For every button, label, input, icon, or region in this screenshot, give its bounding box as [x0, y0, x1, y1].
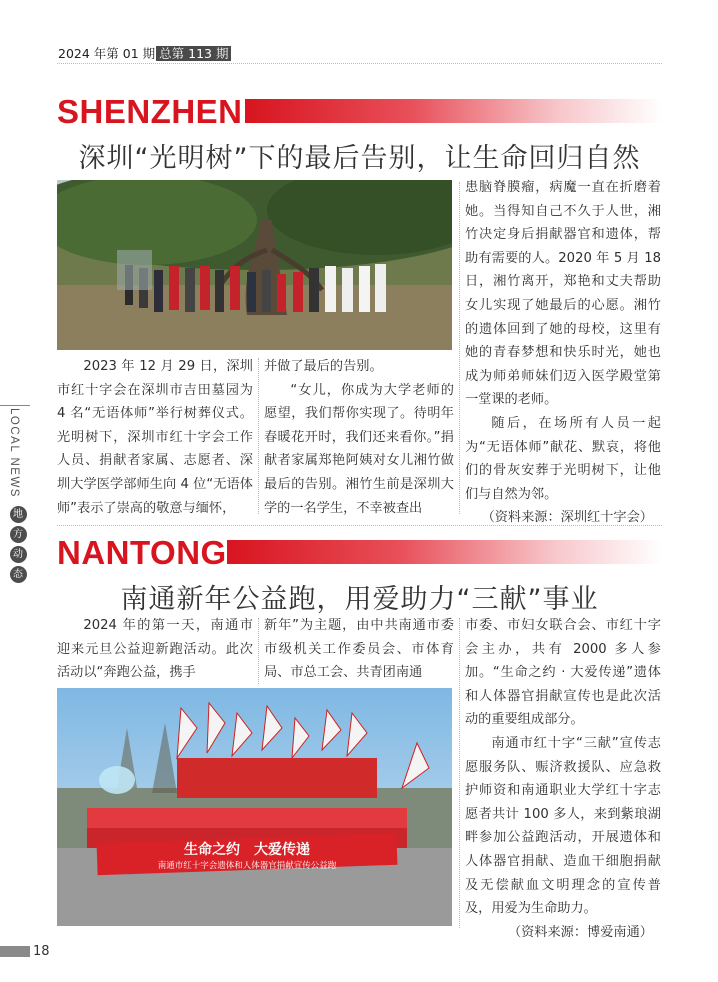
page-number-bar [0, 946, 30, 957]
shenzhen-column-2 [264, 355, 454, 520]
header-divider [57, 63, 662, 64]
page-number [0, 944, 58, 960]
column-divider [459, 182, 460, 514]
paragraph: 随后，在场所有人员一起为“无语体师”献花、默哀，将他们的骨灰安葬于光明树下，让他们与自然为邻。 [465, 415, 661, 502]
paragraph: 南通市红十字“三献”宣传志愿服务队、赈济救援队、应急救护师资和南通职业大学红十字志愿者共计 100 多人，来到紫琅湖畔参加公益跑活动，开展遗体和人体器官捐献、造血干细胞捐献及无偿献血文明理念的宣传普及，用爱为生命助力。 [465, 735, 661, 917]
issue-info [58, 44, 231, 62]
section-header-shenzhen [57, 93, 662, 130]
nantong-column-3 [465, 614, 661, 944]
page-number-text: 18 [33, 944, 50, 959]
column-divider [258, 618, 259, 684]
side-label [8, 408, 28, 583]
shenzhen-column-1 [57, 355, 253, 520]
section-title: NANTONG [57, 534, 227, 571]
side-char: 动 [10, 546, 27, 563]
article-headline: 南通新年公益跑，用爱助力“三献”事业 [120, 584, 599, 615]
section-gradient-bar [245, 99, 662, 123]
side-label-en: LOCAL NEWS [8, 408, 20, 498]
column-divider [258, 358, 259, 514]
nantong-column-1 [57, 614, 253, 685]
shenzhen-ceremony-photo [57, 180, 452, 350]
article-headline: 深圳“光明树”下的最后告别，让生命回归自然 [78, 143, 641, 174]
shenzhen-column-3 [465, 176, 661, 530]
section-divider [57, 525, 662, 526]
paragraph: 2023 年 12 月 29 日，深圳市红十字会在深圳市吉田墓园为 4 名“无语体师”举行树葬仪式。光明树下，深圳市红十字会工作人员、捐献者家属、志愿者、深圳大学医学部师生向 4 位“无语体师”表示了崇高的敬意与缅怀， [57, 359, 253, 516]
section-gradient-bar [227, 540, 662, 564]
column-divider [459, 618, 460, 928]
source-note: （资料来源：博爱南通） [507, 924, 653, 940]
paragraph: 2024 年的第一天，南通市迎来元旦公益迎新跑活动。此次活动以“奔跑公益，携手 [57, 618, 253, 681]
side-char: 地 [10, 506, 27, 523]
source-note: （资料来源：深圳红十字会） [481, 510, 653, 526]
side-char: 态 [10, 566, 27, 583]
section-title: SHENZHEN [57, 93, 243, 130]
issue-number: 2024 年第 01 期 [58, 46, 156, 61]
paragraph: 市委、市妇女联合会、市红十字会主办，共有 2000 多人参加。“生命之约 · 大爱传递”遗体和人体器官捐献宣传也是此次活动的重要组成部分。 [465, 618, 661, 728]
paragraph: 患脑脊膜瘤，病魔一直在折磨着她。当得知自己不久于人世，湘竹决定身后捐献器官和遗体，帮助有需要的人。2020 年 5 月 18 日，湘竹离开，郑艳和丈夫帮助女儿实现了她最后的心愿。湘竹的遗体回到了她的母校，这里有她的青春梦想和快乐时光，她也成为师弟师妹们迈入医学殿堂第一堂课的老师。 [465, 180, 661, 408]
paragraph: “女儿，你成为大学老师的愿望，我们帮你实现了。待明年春暖花开时，我们还来看你。”捐献者家属郑艳阿姨对女儿湘竹做最后的告别。湘竹生前是深圳大学的一名学生，不幸被查出 [264, 382, 454, 516]
banner-main-text: 生命之约 大爱传递 [184, 842, 310, 858]
nantong-column-2 [264, 614, 454, 685]
issue-total: 总第 113 期 [156, 46, 231, 61]
nantong-run-photo [57, 688, 452, 926]
side-char: 方 [10, 526, 27, 543]
side-divider [0, 405, 30, 406]
paragraph: 新年”为主题，由中共南通市委市级机关工作委员会、市体育局、市总工会、共青团南通 [264, 618, 454, 681]
paragraph: 并做了最后的告别。 [264, 359, 383, 374]
side-label-zh [8, 506, 28, 583]
section-header-nantong [57, 534, 662, 571]
banner-sub-text: 南通市红十字会遗体和人体器官捐献宣传公益跑 [157, 861, 337, 871]
